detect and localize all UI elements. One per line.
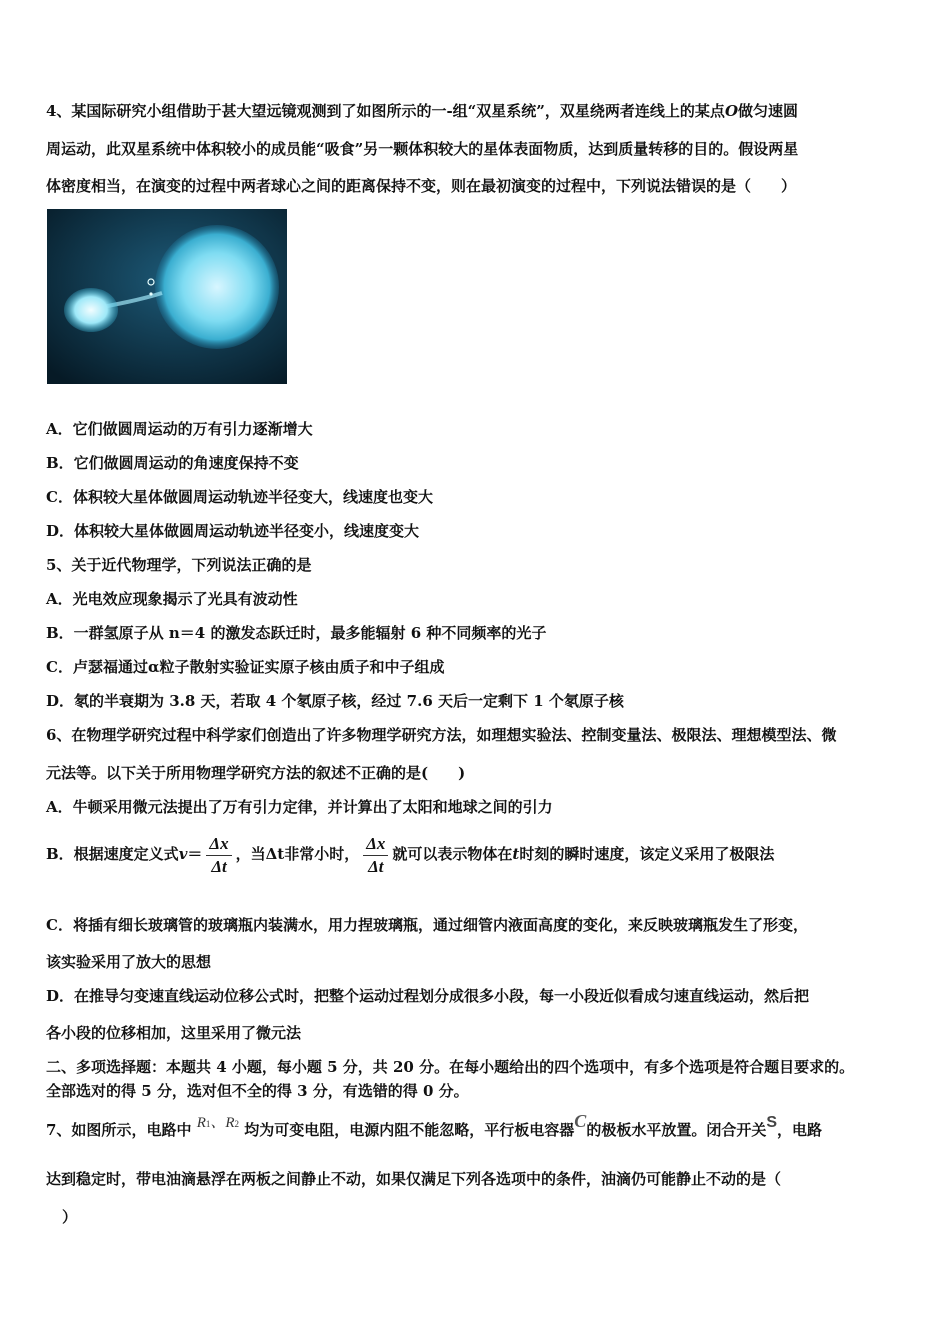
resistor-labels: R1、R2 — [196, 1115, 240, 1131]
q6-option-d-line2: 各小段的位移相加，这里采用了微元法 — [46, 1024, 302, 1042]
q6-option-c-line2: 该实验采用了放大的思想 — [46, 953, 212, 971]
q6-option-b: B．根据速度定义式v＝ $\frac{\Delta x}{\Delta t}$ ，当Δt非常小时， $\frac{\Delta x}{\Delta t}$ 就可以表示物体在t时刻的瞬时速度，该定义采用了极限法 — [46, 833, 775, 876]
point-O: O — [724, 102, 739, 120]
q5-stem: 5、关于近代物理学，下列说法正确的是 — [46, 556, 312, 574]
switch-label: S — [766, 1114, 777, 1131]
q4-option-c: C．体积较大星体做圆周运动轨迹半径变大，线速度也变大 — [46, 488, 433, 506]
q4-stem-line2: 周运动，此双星系统中体积较小的成员能“吸食”另一颗体积较大的星体表面物质，达到质量转移的目的。假设两星 — [46, 140, 799, 158]
section2-heading-line1: 二、多项选择题：本题共 4 小题，每小题 5 分，共 20 分。在每小题给出的四个选项中，有多个选项是符合题目要求的。 — [46, 1058, 855, 1076]
q6-option-d-line1: D．在推导匀变速直线运动位移公式时，把整个运动过程划分成很多小段，每一小段近似看成匀速直线运动，然后把 — [46, 987, 810, 1005]
q4-option-d: D．体积较大星体做圆周运动轨迹半径变小，线速度变大 — [46, 522, 420, 540]
q5-option-b: B．一群氢原子从 n＝4 的激发态跃迁时，最多能辐射 6 种不同频率的光子 — [46, 624, 547, 642]
q6-stem-line2: 元法等。以下关于所用物理学研究方法的叙述不正确的是( ) — [46, 764, 466, 782]
section2-heading-line2: 全部选对的得 5 分，选对但不全的得 3 分，有选错的得 0 分。 — [46, 1082, 469, 1100]
q7-stem-line1: 7、如图所示，电路中 R1、R2 均为可变电阻，电源内阻不能忽略，平行板电容器C的极板水平放置。闭合开关S，电路 — [46, 1111, 823, 1139]
q4-option-a: A．它们做圆周运动的万有引力逐渐增大 — [46, 420, 313, 438]
velocity-fraction: $\frac{\Delta x}{\Delta t}$ — [206, 833, 231, 878]
q5-option-c: C．卢瑟福通过α粒子散射实验证实原子核由质子和中子组成 — [46, 658, 445, 676]
binary-star-illustration — [47, 209, 287, 384]
q6-option-a: A．牛顿采用微元法提出了万有引力定律，并计算出了太阳和地球之间的引力 — [46, 798, 553, 816]
q5-option-a: A．光电效应现象揭示了光具有波动性 — [46, 590, 298, 608]
q4-stem-line3: 体密度相当，在演变的过程中两者球心之间的距离保持不变，则在最初演变的过程中，下列说法错误的是（ ） — [46, 177, 797, 195]
q4-option-b: B．它们做圆周运动的角速度保持不变 — [46, 454, 299, 472]
q7-stem-line2: 达到稳定时，带电油滴悬浮在两板之间静止不动，如果仅满足下列各选项中的条件，油滴仍可能静止不动的是（ — [46, 1170, 782, 1188]
q5-option-d: D．氡的半衰期为 3.8 天，若取 4 个氡原子核，经过 7.6 天后一定剩下 1 个氡原子核 — [46, 692, 624, 710]
velocity-fraction-2: $\frac{\Delta x}{\Delta t}$ — [363, 833, 388, 878]
binary-star-image — [47, 209, 287, 384]
q6-stem-line1: 6、在物理学研究过程中科学家们创造出了许多物理学研究方法，如理想实验法、控制变量法、极限法、理想模型法、微 — [46, 726, 837, 744]
q4-stem-line1: 4、某国际研究小组借助于甚大望远镜观测到了如图所示的一-组“双星系统”，双星绕两者连线上的某点O做匀速圆 — [46, 102, 799, 120]
q7-stem-line3: ） — [62, 1208, 78, 1226]
q6-option-c-line1: C．将插有细长玻璃管的玻璃瓶内装满水，用力捏玻璃瓶，通过细管内液面高度的变化，来反映玻璃瓶发生了形变， — [46, 916, 808, 934]
capacitor-label: C — [574, 1111, 587, 1131]
